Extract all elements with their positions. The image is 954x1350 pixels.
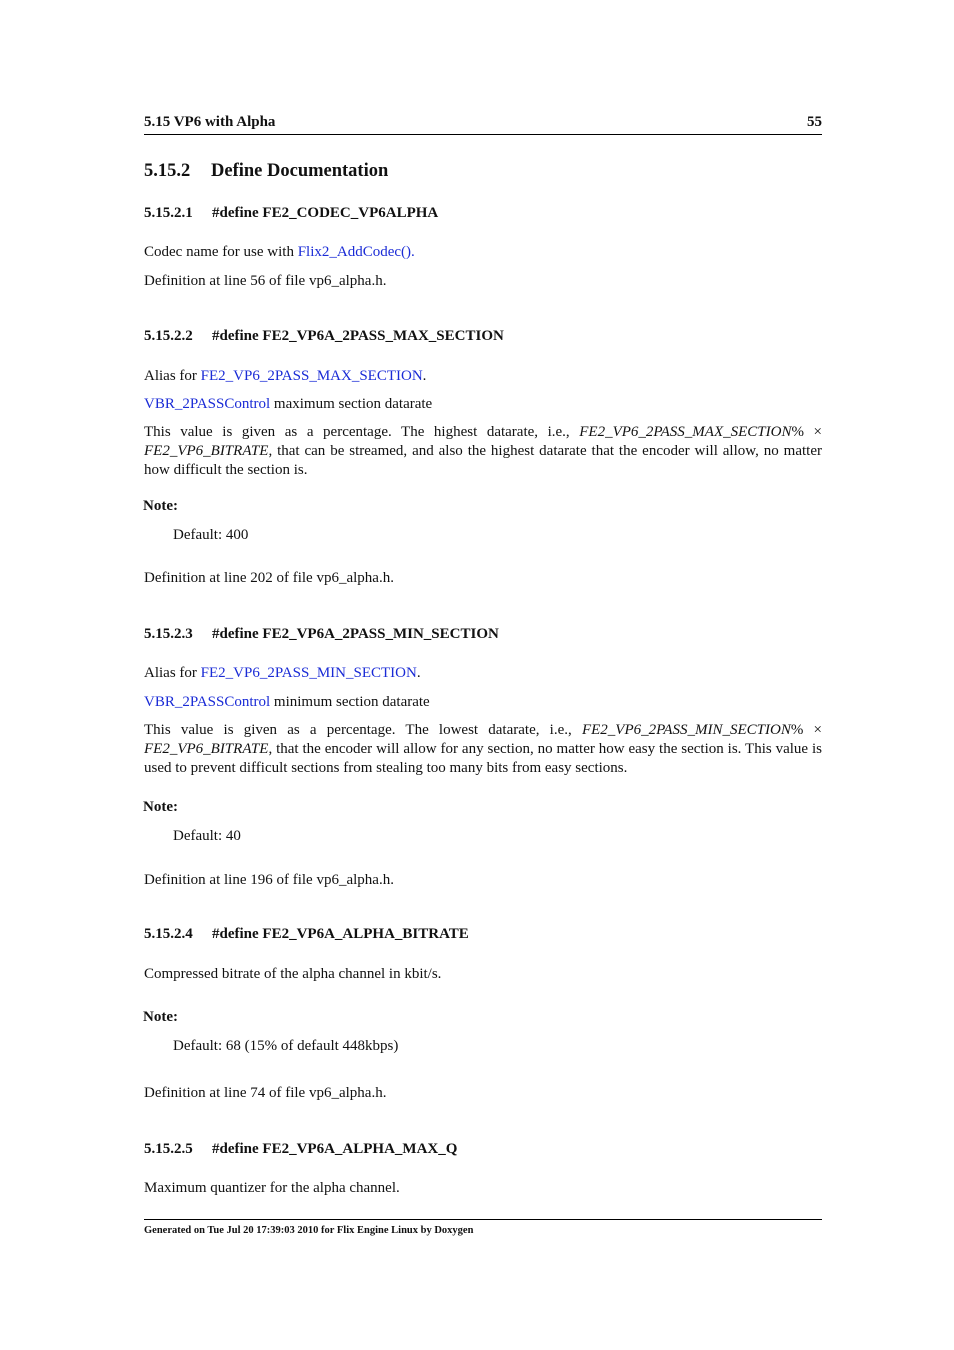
definition-location: Definition at line 196 of file vp6_alpha.h. — [144, 872, 394, 888]
define-title: #define FE2_VP6A_ALPHA_MAX_Q — [212, 1141, 458, 1157]
vbr-line: VBR_2PASSControl maximum section datarate — [144, 396, 433, 412]
note-label: Note: — [143, 799, 178, 815]
page-footer: Generated on Tue Jul 20 17:39:03 2010 for Flix Engine Linux by Doxygen — [144, 1225, 474, 1236]
define-heading-alpha-max-q — [144, 1141, 457, 1158]
definition-location: Definition at line 56 of file vp6_alpha.h. — [144, 273, 387, 289]
section-heading — [144, 161, 388, 182]
define-number: 5.15.2.2 — [144, 328, 193, 344]
running-header — [144, 114, 822, 135]
alias-line: Alias for FE2_VP6_2PASS_MIN_SECTION. — [144, 665, 421, 681]
define-description: This value is given as a percentage. The highest datarate, i.e., FE2_VP6_2PASS_MAX_SECTION% × FE2_VP6_BITRATE, that can be streamed, and also the highest datarate that the encoder will allow, no matter how difficult the section is. — [144, 424, 822, 478]
define-number: 5.15.2.3 — [144, 626, 193, 642]
define-description: Codec name for use with Flix2_AddCodec(). — [144, 244, 415, 260]
section-title: Define Documentation — [211, 161, 389, 181]
define-description: Maximum quantizer for the alpha channel. — [144, 1180, 400, 1196]
define-number: 5.15.2.4 — [144, 926, 193, 942]
note-text: Default: 40 — [173, 828, 241, 844]
define-title: #define FE2_VP6A_ALPHA_BITRATE — [212, 926, 469, 942]
header-page-number: 55 — [807, 114, 822, 130]
footer-rule — [144, 1219, 822, 1220]
note-text: Default: 68 (15% of default 448kbps) — [173, 1038, 399, 1054]
define-heading-2pass-max-section — [144, 328, 504, 345]
define-number: 5.15.2.5 — [144, 1141, 193, 1157]
vbr-2passcontrol-link[interactable]: VBR_2PASSControl — [144, 694, 271, 710]
define-heading-alpha-bitrate — [144, 926, 469, 943]
vbr-line: VBR_2PASSControl minimum section datarate — [144, 694, 430, 710]
define-title: #define FE2_CODEC_VP6ALPHA — [212, 205, 439, 221]
define-heading-2pass-min-section — [144, 626, 499, 643]
header-section-title: 5.15 VP6 with Alpha — [144, 114, 276, 130]
flix2-addcodec-link[interactable]: Flix2_AddCodec(). — [297, 244, 415, 260]
note-label: Note: — [143, 498, 178, 514]
define-description: This value is given as a percentage. The lowest datarate, i.e., FE2_VP6_2PASS_MIN_SECTION% × FE2_VP6_BITRATE, that the encoder will allow for any section, no matter how easy the section is. This value is used to prevent difficult sections from stealing too many bits from easy sections. — [144, 722, 822, 776]
note-label: Note: — [143, 1009, 178, 1025]
fe2-vp6-2pass-min-section-link[interactable]: FE2_VP6_2PASS_MIN_SECTION — [200, 665, 417, 681]
define-description: Compressed bitrate of the alpha channel in kbit/s. — [144, 966, 442, 982]
define-title: #define FE2_VP6A_2PASS_MIN_SECTION — [212, 626, 499, 642]
define-number: 5.15.2.1 — [144, 205, 193, 221]
fe2-vp6-2pass-max-section-link[interactable]: FE2_VP6_2PASS_MAX_SECTION — [200, 368, 423, 384]
note-text: Default: 400 — [173, 527, 249, 543]
section-number: 5.15.2 — [144, 161, 191, 181]
define-title: #define FE2_VP6A_2PASS_MAX_SECTION — [212, 328, 504, 344]
definition-location: Definition at line 74 of file vp6_alpha.h. — [144, 1085, 387, 1101]
definition-location: Definition at line 202 of file vp6_alpha.h. — [144, 570, 394, 586]
alias-line: Alias for FE2_VP6_2PASS_MAX_SECTION. — [144, 368, 427, 384]
vbr-2passcontrol-link[interactable]: VBR_2PASSControl — [144, 396, 271, 412]
define-heading-codec-vp6alpha — [144, 205, 438, 222]
